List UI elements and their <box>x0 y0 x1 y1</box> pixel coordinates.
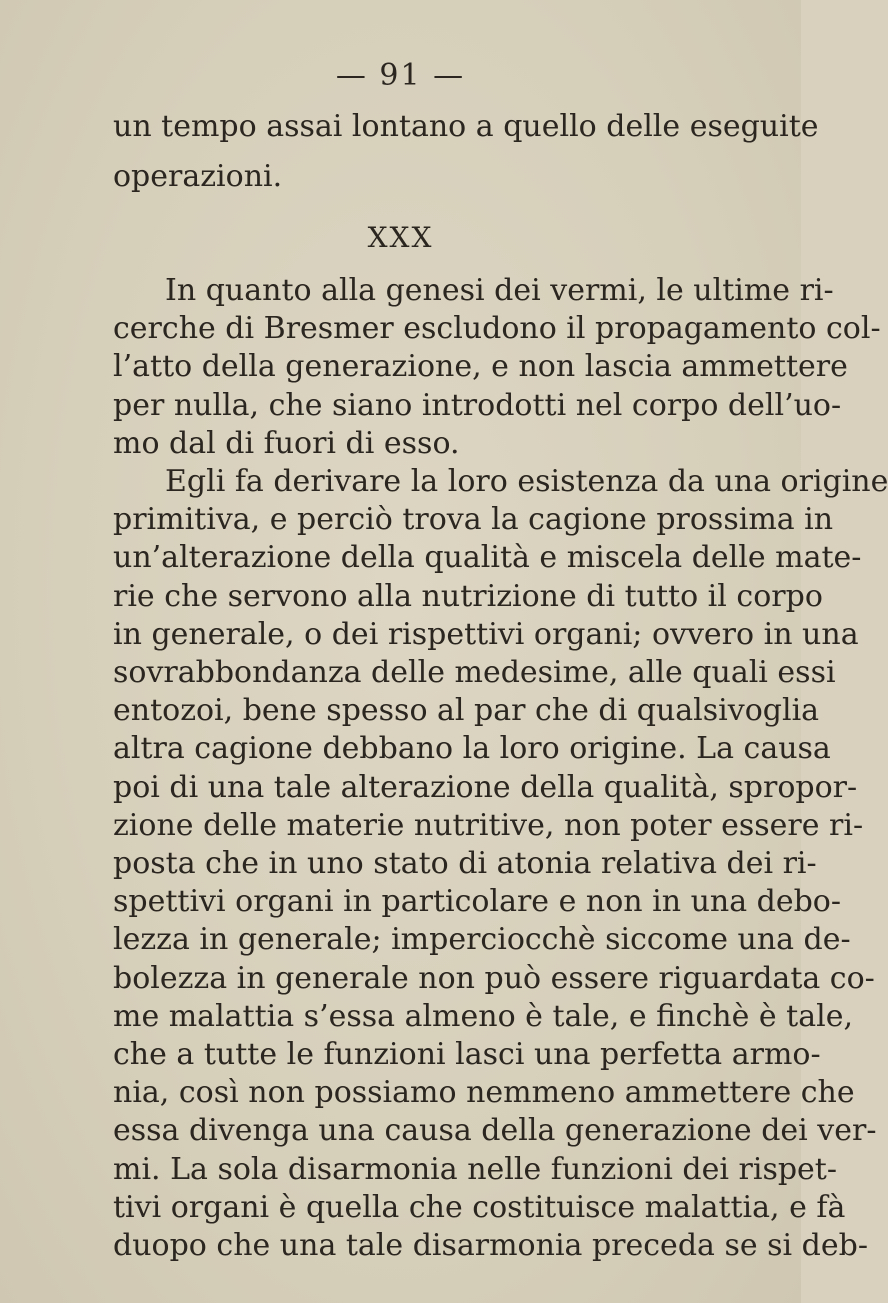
text-line: me malattia s’essa almeno è tale, e finchè è tale, <box>113 999 853 1034</box>
text-line: sovrabbondanza delle medesime, alle quali essi <box>113 655 836 690</box>
text-line: l’atto della generazione, e non lascia ammettere <box>113 349 848 384</box>
text-line: spettivi organi in particolare e non in una debo- <box>113 884 841 919</box>
text-line: altra cagione debbano la loro origine. La causa <box>113 731 831 766</box>
text-line: un’alterazione della qualità e miscela delle mate- <box>113 540 862 575</box>
section-heading: XXX <box>367 221 434 254</box>
text-line: entozoi, bene spesso al par che di qualsivoglia <box>113 693 820 728</box>
text-line: per nulla, che siano introdotti nel corpo dell’uo- <box>113 388 842 423</box>
text-line: mi. La sola disarmonia nelle funzioni dei rispet- <box>113 1152 837 1187</box>
text-line: lezza in generale; imperciocchè siccome una de- <box>113 922 851 957</box>
text-line: primitiva, e perciò trova la cagione prossima in <box>113 502 834 537</box>
page-number: — 91 — <box>335 58 466 93</box>
text-line: rie che servono alla nutrizione di tutto il corpo <box>113 579 823 614</box>
text-line: essa divenga una causa della generazione dei ver- <box>113 1113 877 1148</box>
text-line: duopo che una tale disarmonia preceda se si deb- <box>113 1228 868 1263</box>
text-line: tivi organi è quella che costituisce malattia, e fà <box>113 1190 846 1225</box>
text-line: poi di una tale alterazione della qualità, spropor- <box>113 770 858 805</box>
text-line: un tempo assai lontano a quello delle eseguite <box>113 109 819 144</box>
text-line: nia, così non possiamo nemmeno ammettere che <box>113 1075 855 1110</box>
text-line: bolezza in generale non può essere riguardata co- <box>113 961 875 996</box>
text-line: in generale, o dei rispettivi organi; ovvero in una <box>113 617 859 652</box>
text-line: Egli fa derivare la loro esistenza da una origine <box>165 464 888 499</box>
text-line: In quanto alla genesi dei vermi, le ultime ri- <box>165 273 834 308</box>
text-line: che a tutte le funzioni lasci una perfetta armo- <box>113 1037 821 1072</box>
text-line: zione delle materie nutritive, non poter essere ri- <box>113 808 864 843</box>
text-line: cerche di Bresmer escludono il propagamento col- <box>113 311 881 346</box>
text-line: mo dal di fuori di esso. <box>113 426 460 461</box>
text-line: operazioni. <box>113 159 283 194</box>
text-line: posta che in uno stato di atonia relativa dei ri- <box>113 846 817 881</box>
